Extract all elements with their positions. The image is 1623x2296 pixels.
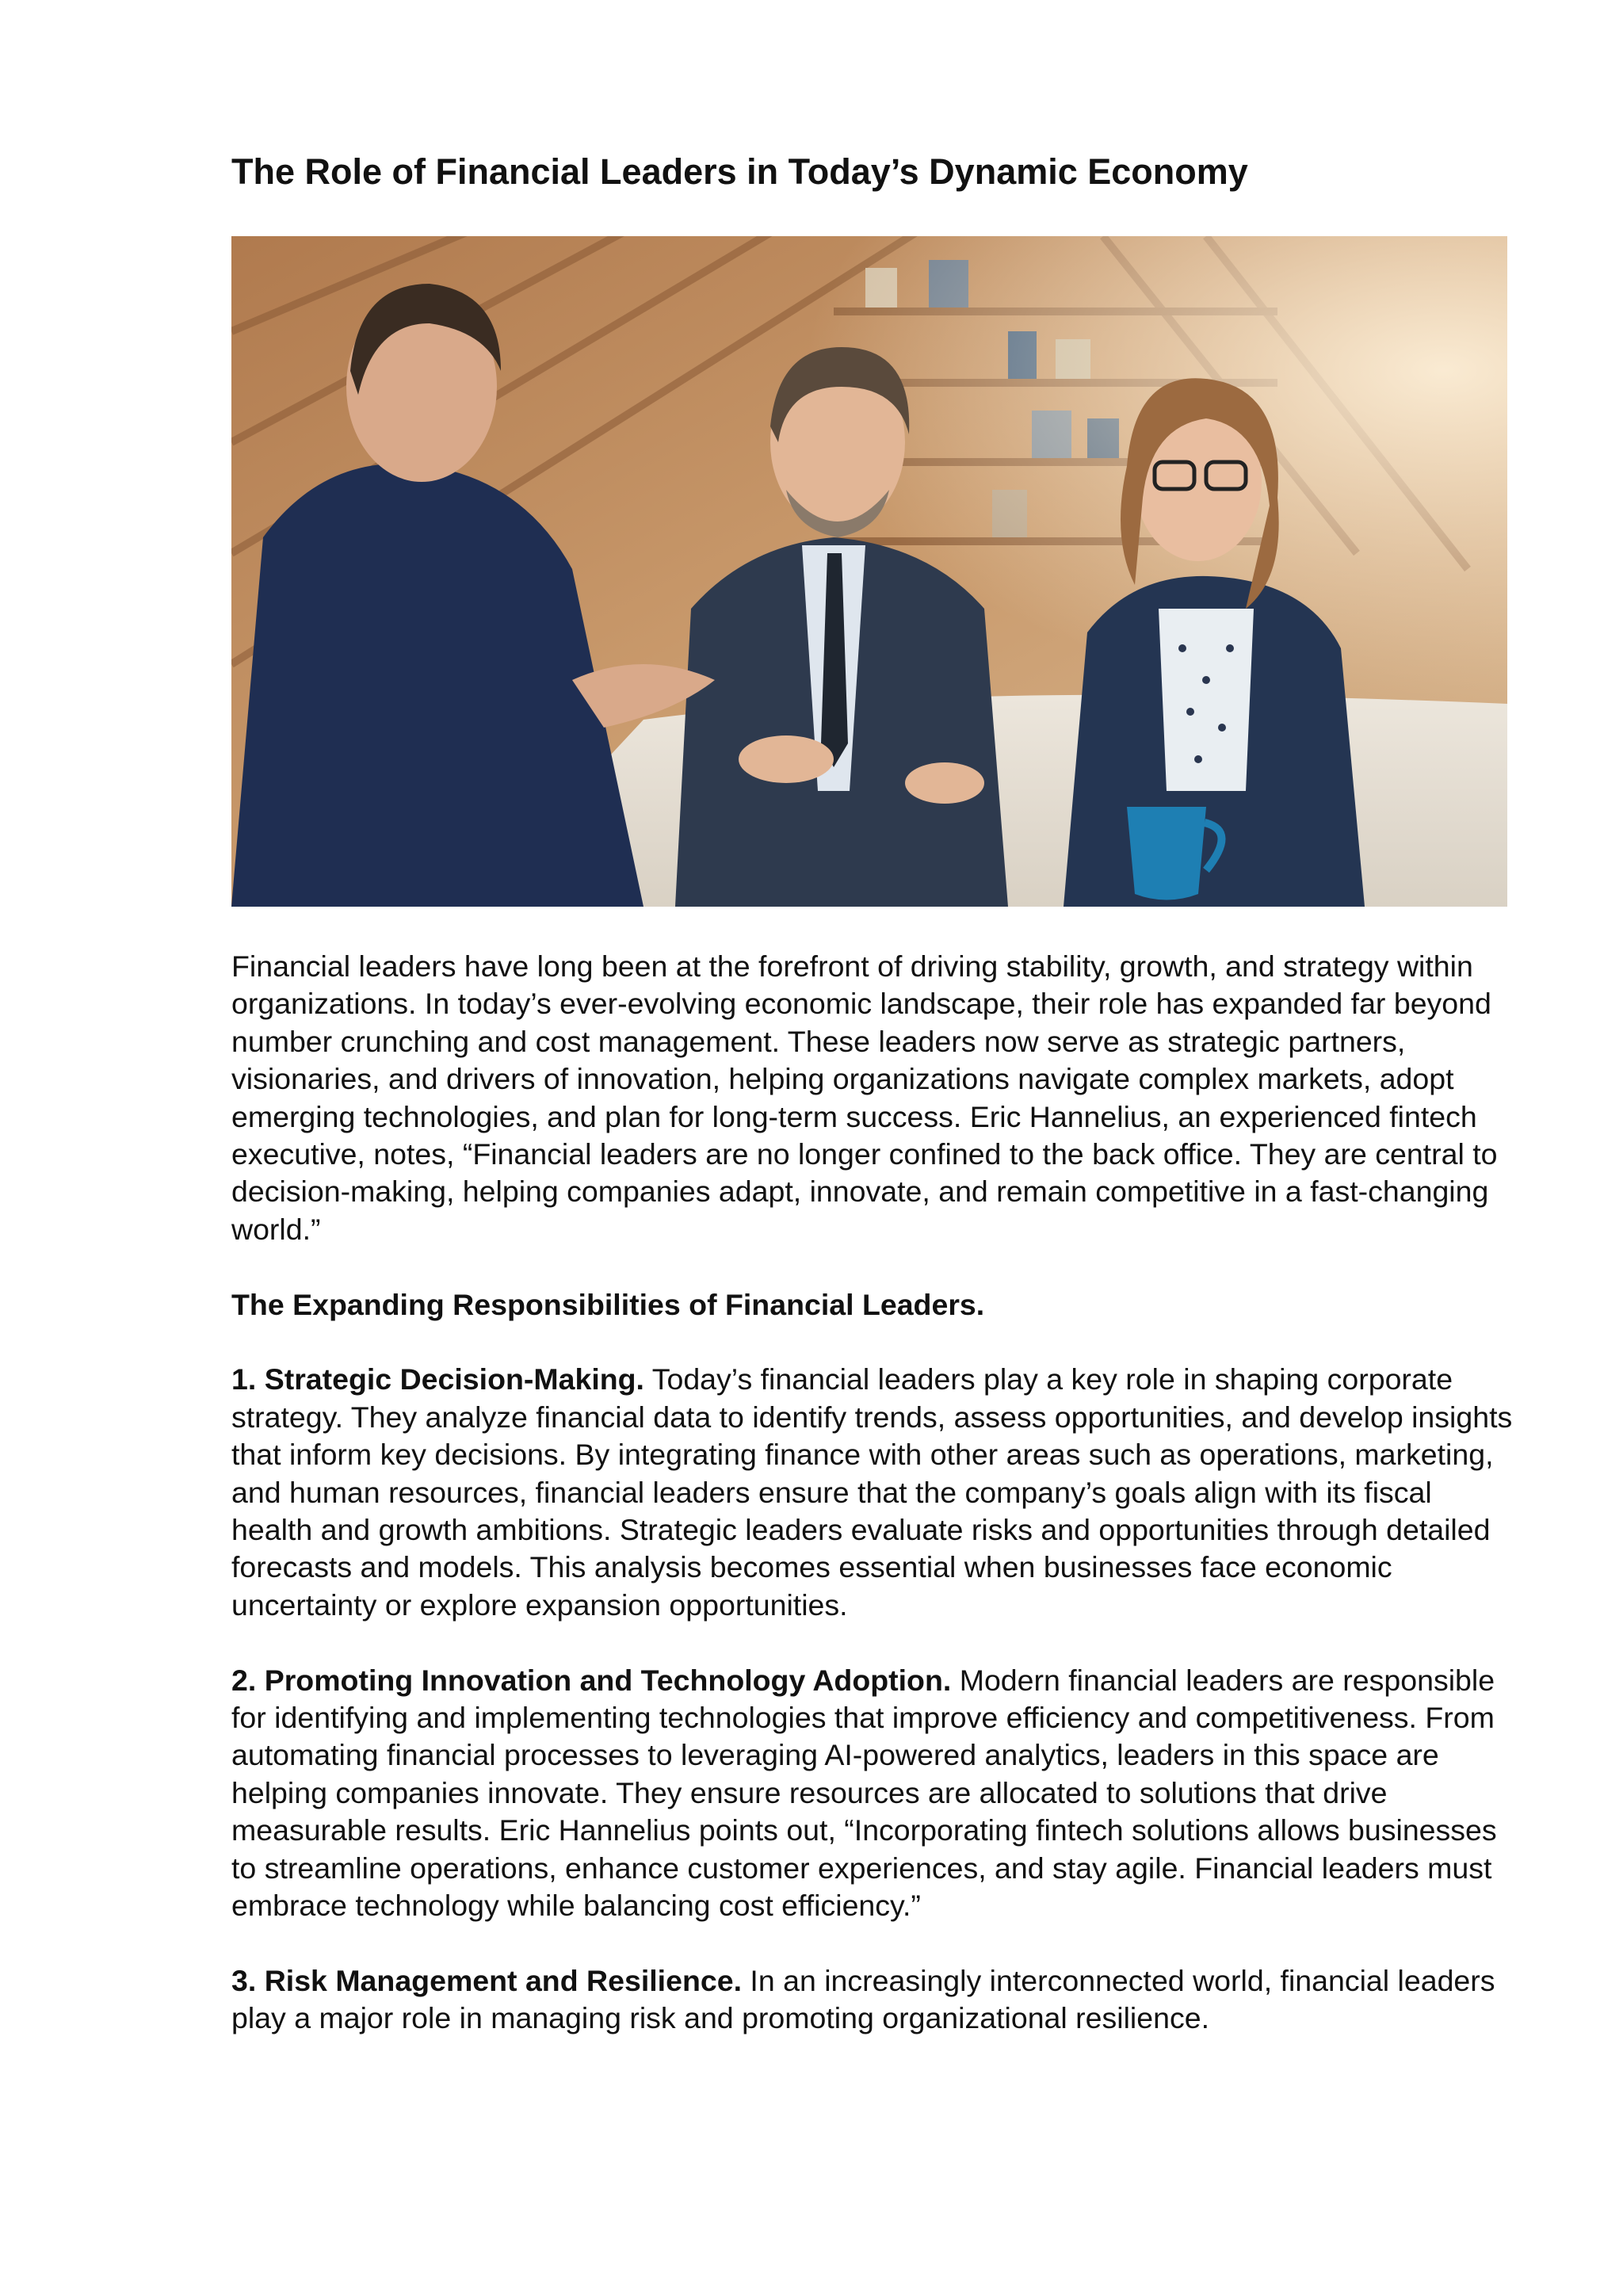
item-body: Today’s financial leaders play a key role in shaping corporate strategy. They analyze financial data to identify trends, assess opportunities, and develop insights that inform key decisions. By integrating finance with other areas such as operations, marketing, and human resources, financial leaders ensure that the company’s goals align with its fiscal health and growth ambitions. Strategic leaders evaluate risks and opportunities through detailed forecasts and models. This analysis becomes essential when businesses face economic uncertainty or explore expansion opportunities. (231, 1362, 1513, 1622)
item-body: In an increasingly interconnected world, financial leaders play a major role in managing risk and promoting organizational resilience. (231, 1963, 1495, 2035)
intro-paragraph: Financial leaders have long been at the forefront of driving stability, growth, and strategy within organizations. In today’s ever-evolving economic landscape, their role has expanded far beyond number crunching and cost management. These leaders now serve as strategic partners, visionaries, and drivers of innovation, helping organizations navigate complex markets, adopt emerging technologies, and plan for long-term success. Eric Hannelius, an experienced fintech executive, notes, “Financial leaders are no longer confined to the back office. They are central to decision-making, helping companies adapt, innovate, and remain competitive in a fast-changing world.” (231, 949, 1498, 1246)
list-item (231, 1361, 1519, 1624)
article-title: The Role of Financial Leaders in Today’s Dynamic Economy (231, 151, 1248, 192)
item-title: 3. Risk Management and Resilience. (231, 1963, 742, 1997)
list-item (231, 1962, 1519, 2038)
item-body: Modern financial leaders are responsible for identifying and implementing technologies that improve efficiency and competitiveness. From automating financial processes to leveraging AI-powered analytics, leaders in this space are helping companies innovate. They ensure resources are allocated to solutions that drive measurable results. Eric Hannelius points out, “Incorporating fintech solutions allows businesses to streamline operations, enhance customer experiences, and stay agile. Financial leaders must embrace technology while balancing cost efficiency.” (231, 1663, 1497, 1923)
item-title: 1. Strategic Decision-Making. (231, 1362, 644, 1396)
item-title: 2. Promoting Innovation and Technology Adoption. (231, 1663, 952, 1697)
hero-photo-business-meeting (231, 236, 1507, 907)
meeting-illustration (231, 236, 1507, 907)
list-item (231, 1662, 1519, 1925)
article-body (231, 948, 1519, 2075)
section-heading: The Expanding Responsibilities of Financial Leaders. (231, 1287, 985, 1321)
